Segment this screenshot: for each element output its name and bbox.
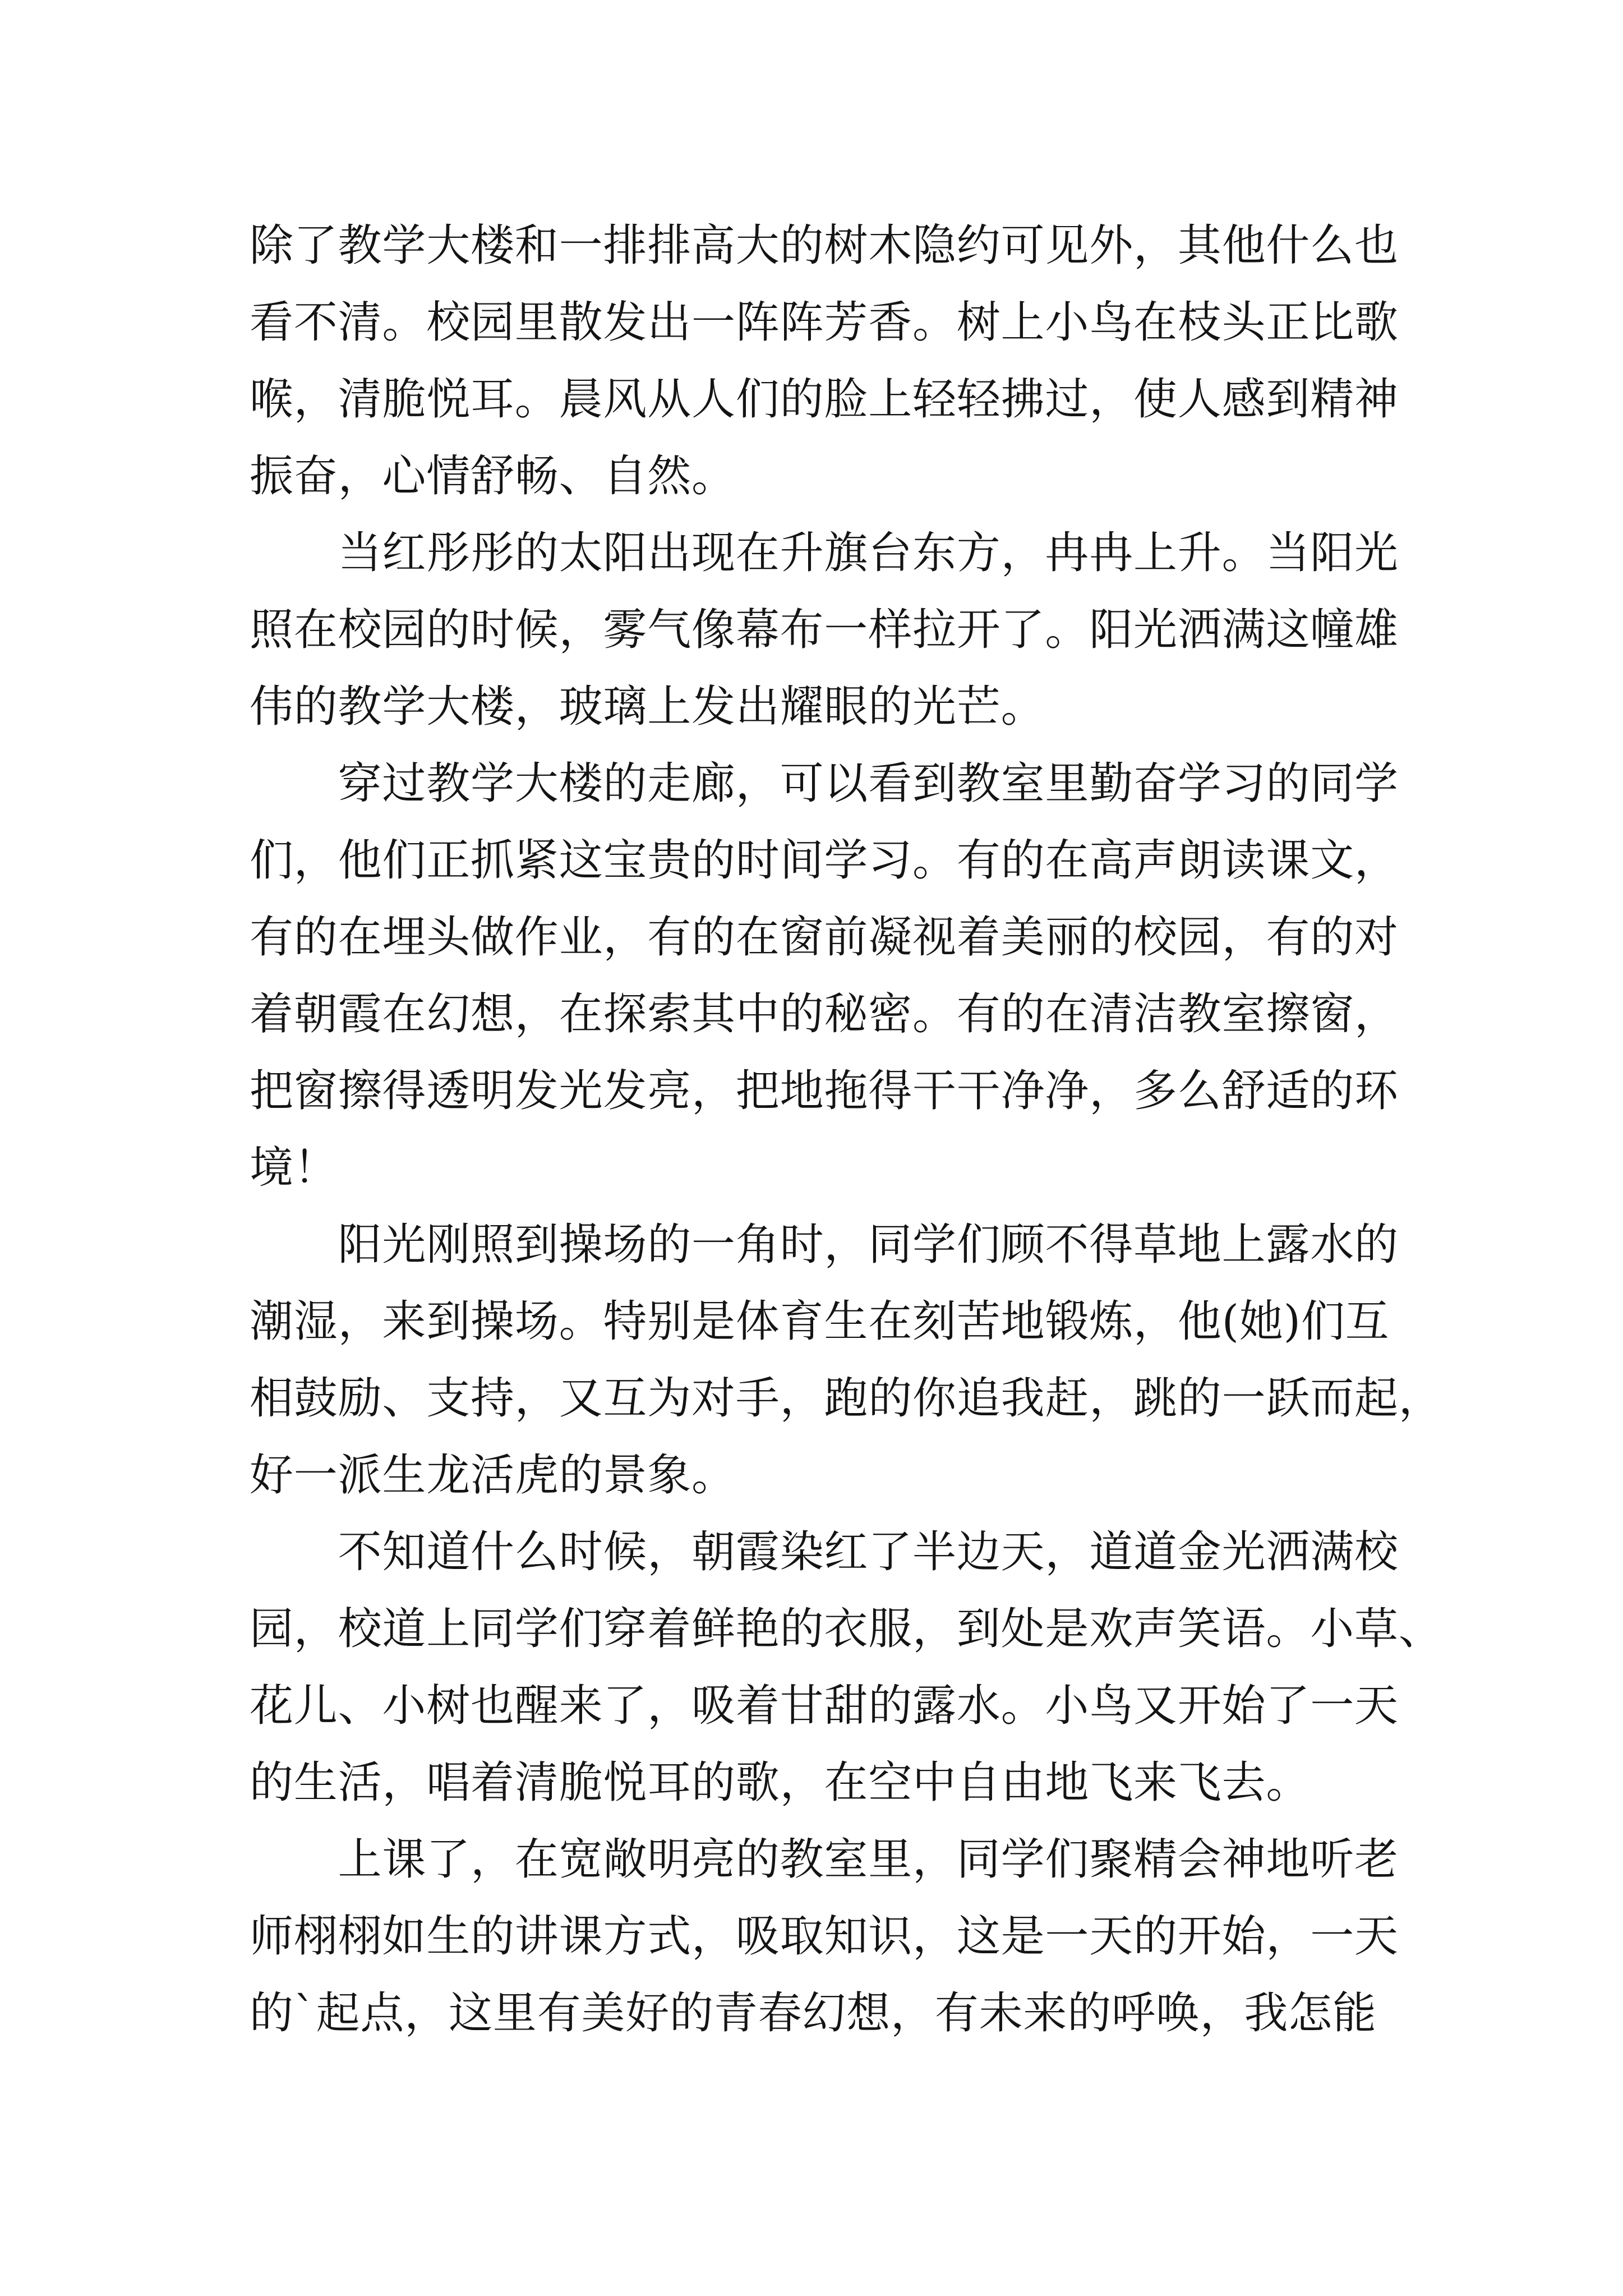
text-line: 着朝霞在幻想，在探索其中的秘密。有的在清洁教室擦窗， <box>250 989 1399 1039</box>
text-line: 好一派生龙活虎的景象。 <box>250 1450 736 1501</box>
text-line: 园，校道上同学们穿着鲜艳的衣服，到处是欢声笑语。小草、 <box>250 1604 1443 1654</box>
text-line: 师栩栩如生的讲课方式，吸取知识，这是一天的开始，一天 <box>250 1911 1399 1962</box>
text-line: 的生活，唱着清脆悦耳的歌，在空中自由地飞来飞去。 <box>250 1757 1311 1808</box>
text-line: 看不清。校园里散发出一阵阵芳香。树上小鸟在枝头正比歌 <box>250 297 1399 348</box>
text-line: 振奋，心情舒畅、自然。 <box>250 451 736 501</box>
text-line: 花儿、小树也醒来了，吸着甘甜的露水。小鸟又开始了一天 <box>250 1681 1399 1731</box>
text-line: 伟的教学大楼，玻璃上发出耀眼的光芒。 <box>250 682 1045 732</box>
text-line: 境！ <box>250 1143 338 1193</box>
text-line: 潮湿，来到操场。特别是体育生在刻苦地锻炼，他(她)们互 <box>250 1296 1390 1347</box>
text-line: 相鼓励、支持，又互为对手，跑的你追我赶，跳的一跃而起， <box>250 1373 1443 1424</box>
text-line: 穿过教学大楼的走廊，可以看到教室里勤奋学习的同学 <box>250 758 1399 809</box>
text-line: 的`起点，这里有美好的青春幻想，有未来的呼唤，我怎能 <box>250 1988 1377 2039</box>
text-line: 把窗擦得透明发光发亮，把地拖得干干净净，多么舒适的环 <box>250 1066 1399 1116</box>
text-line: 除了教学大楼和一排排高大的树木隐约可见外，其他什么也 <box>250 220 1399 271</box>
body-text <box>250 208 1443 2052</box>
text-line: 阳光刚照到操场的一角时，同学们顾不得草地上露水的 <box>250 1220 1399 1270</box>
text-line: 照在校园的时候，雾气像幕布一样拉开了。阳光洒满这幢雄 <box>250 605 1399 655</box>
text-line: 喉，清脆悦耳。晨风从人们的脸上轻轻拂过，使人感到精神 <box>250 374 1399 425</box>
text-line: 不知道什么时候，朝霞染红了半边天，道道金光洒满校 <box>250 1527 1399 1577</box>
text-line: 当红彤彤的太阳出现在升旗台东方，冉冉上升。当阳光 <box>250 528 1399 578</box>
text-line: 上课了，在宽敞明亮的教室里，同学们聚精会神地听老 <box>250 1834 1399 1885</box>
text-line: 们，他们正抓紧这宝贵的时间学习。有的在高声朗读课文， <box>250 835 1399 886</box>
text-line: 有的在埋头做作业，有的在窗前凝视着美丽的校园，有的对 <box>250 912 1399 963</box>
